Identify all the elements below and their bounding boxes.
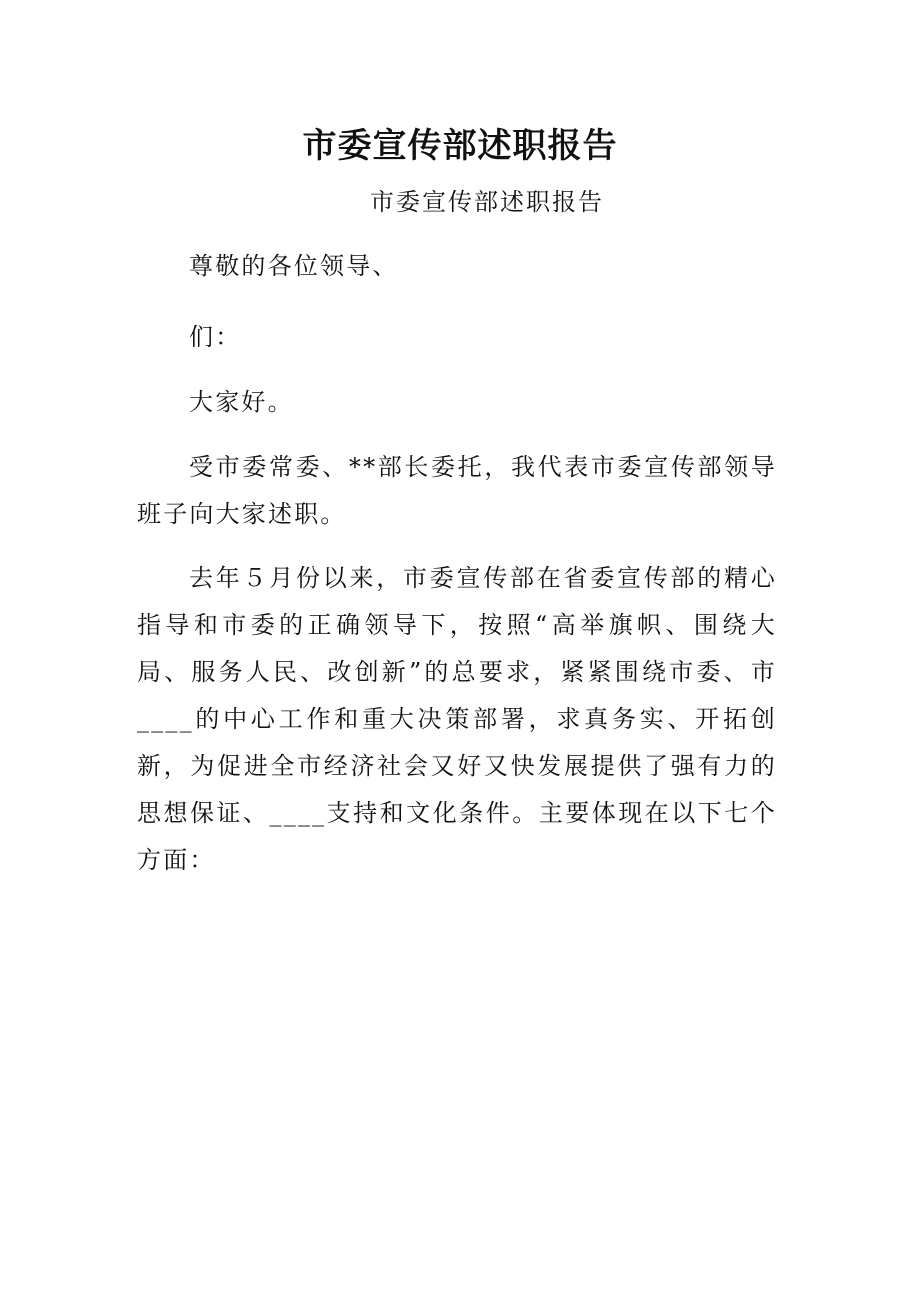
intro-paragraph: 受市委常委、**部长委托，我代表市委宣传部领导班子向大家述职。 [137, 453, 777, 528]
document-title: 市委宣传部述职报告 [302, 126, 618, 166]
document-subtitle: 市委宣传部述职报告 [370, 188, 604, 216]
greeting-paragraph: 大家好。 [189, 388, 294, 416]
salutation-continuation: 们： [189, 323, 242, 351]
body-paragraph: 去年５月份以来，市委宣传部在省委宣传部的精心指导和市委的正确领导下，按照“高举旗帜、围绕大局、服务人民、改创新”的总要求，紧紧围绕市委、市____的中心工作和重大决策部署，求真务实、开拓创新，为促进全市经济社会又好又快发展提供了强有力的思想保证、____支持和文化条件。主要体现在以下七个方面： [137, 564, 777, 874]
salutation-paragraph: 尊敬的各位领导、 [189, 252, 399, 280]
